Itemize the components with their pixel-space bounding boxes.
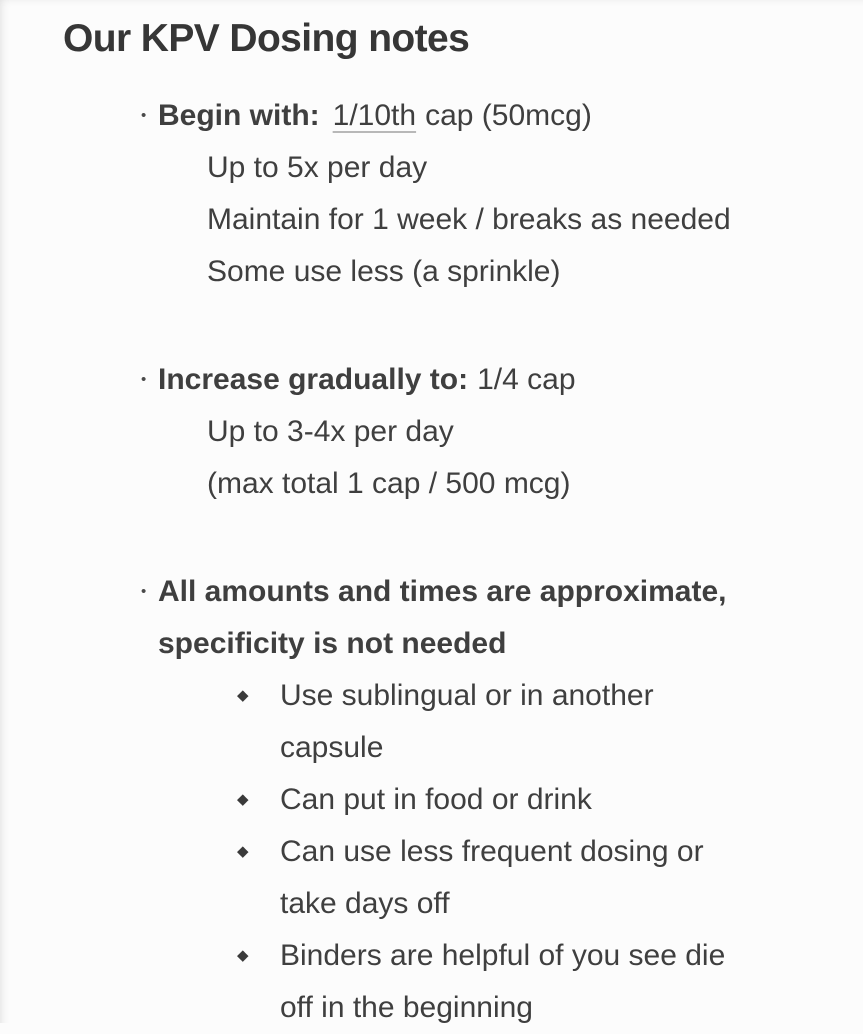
sublines bbox=[207, 142, 863, 298]
item-heading-text bbox=[158, 566, 863, 670]
sub-list-item bbox=[237, 826, 863, 930]
diamond-sublist bbox=[237, 670, 863, 1034]
sub-item-line: capsule bbox=[280, 731, 384, 764]
subline: Some use less (a sprinkle) bbox=[207, 255, 561, 288]
list-item-begin-with bbox=[141, 90, 863, 298]
item-lead-line: All amounts and times are approximate, bbox=[158, 575, 727, 608]
list-item-approximate bbox=[141, 566, 863, 1034]
item-rest: cap (50mcg) bbox=[425, 99, 592, 132]
subline: Maintain for 1 week / breaks as needed bbox=[207, 203, 731, 236]
list-item-heading bbox=[141, 566, 863, 670]
item-heading-text bbox=[158, 354, 863, 406]
sub-item-line: Can put in food or drink bbox=[280, 783, 592, 816]
list-item-heading bbox=[141, 354, 863, 406]
sub-item-text bbox=[280, 670, 863, 774]
item-heading-text bbox=[158, 90, 863, 142]
sub-list-item bbox=[237, 774, 863, 826]
item-lead: Begin with: bbox=[158, 99, 320, 132]
dot-bullet-icon: • bbox=[141, 371, 147, 388]
dot-bullet-icon: • bbox=[141, 107, 147, 124]
sub-item-line: take days off bbox=[280, 887, 450, 920]
page-title: Our KPV Dosing notes bbox=[63, 17, 470, 60]
subline: Up to 5x per day bbox=[207, 151, 428, 184]
diamond-bullet-icon: ◆ bbox=[237, 947, 249, 964]
sub-item-line: Can use less frequent dosing or bbox=[280, 835, 704, 868]
item-rest: 1/4 cap bbox=[477, 363, 576, 396]
list-item-heading bbox=[141, 90, 863, 142]
sub-item-text bbox=[280, 826, 863, 930]
sub-item-text bbox=[280, 930, 863, 1034]
sub-list-item bbox=[237, 670, 863, 774]
list-item-increase-gradually bbox=[141, 354, 863, 510]
dot-bullet-icon: • bbox=[141, 583, 147, 600]
sub-list-item bbox=[237, 930, 863, 1034]
sub-item-text bbox=[280, 774, 863, 826]
sub-item-line: Use sublingual or in another bbox=[280, 679, 654, 712]
item-lead: Increase gradually to: bbox=[158, 363, 469, 396]
underlined-dose: 1/10th bbox=[332, 99, 417, 132]
diamond-bullet-icon: ◆ bbox=[237, 687, 249, 704]
notes-list bbox=[141, 90, 863, 1034]
subline: Up to 3-4x per day bbox=[207, 415, 454, 448]
subline: (max total 1 cap / 500 mcg) bbox=[207, 467, 571, 500]
diamond-bullet-icon: ◆ bbox=[237, 791, 249, 808]
diamond-bullet-icon: ◆ bbox=[237, 843, 249, 860]
item-lead-line: specificity is not needed bbox=[158, 627, 507, 660]
sub-item-line: Binders are helpful of you see die bbox=[280, 939, 726, 972]
sublines bbox=[207, 406, 863, 510]
sub-item-line: off in the beginning bbox=[280, 991, 533, 1024]
